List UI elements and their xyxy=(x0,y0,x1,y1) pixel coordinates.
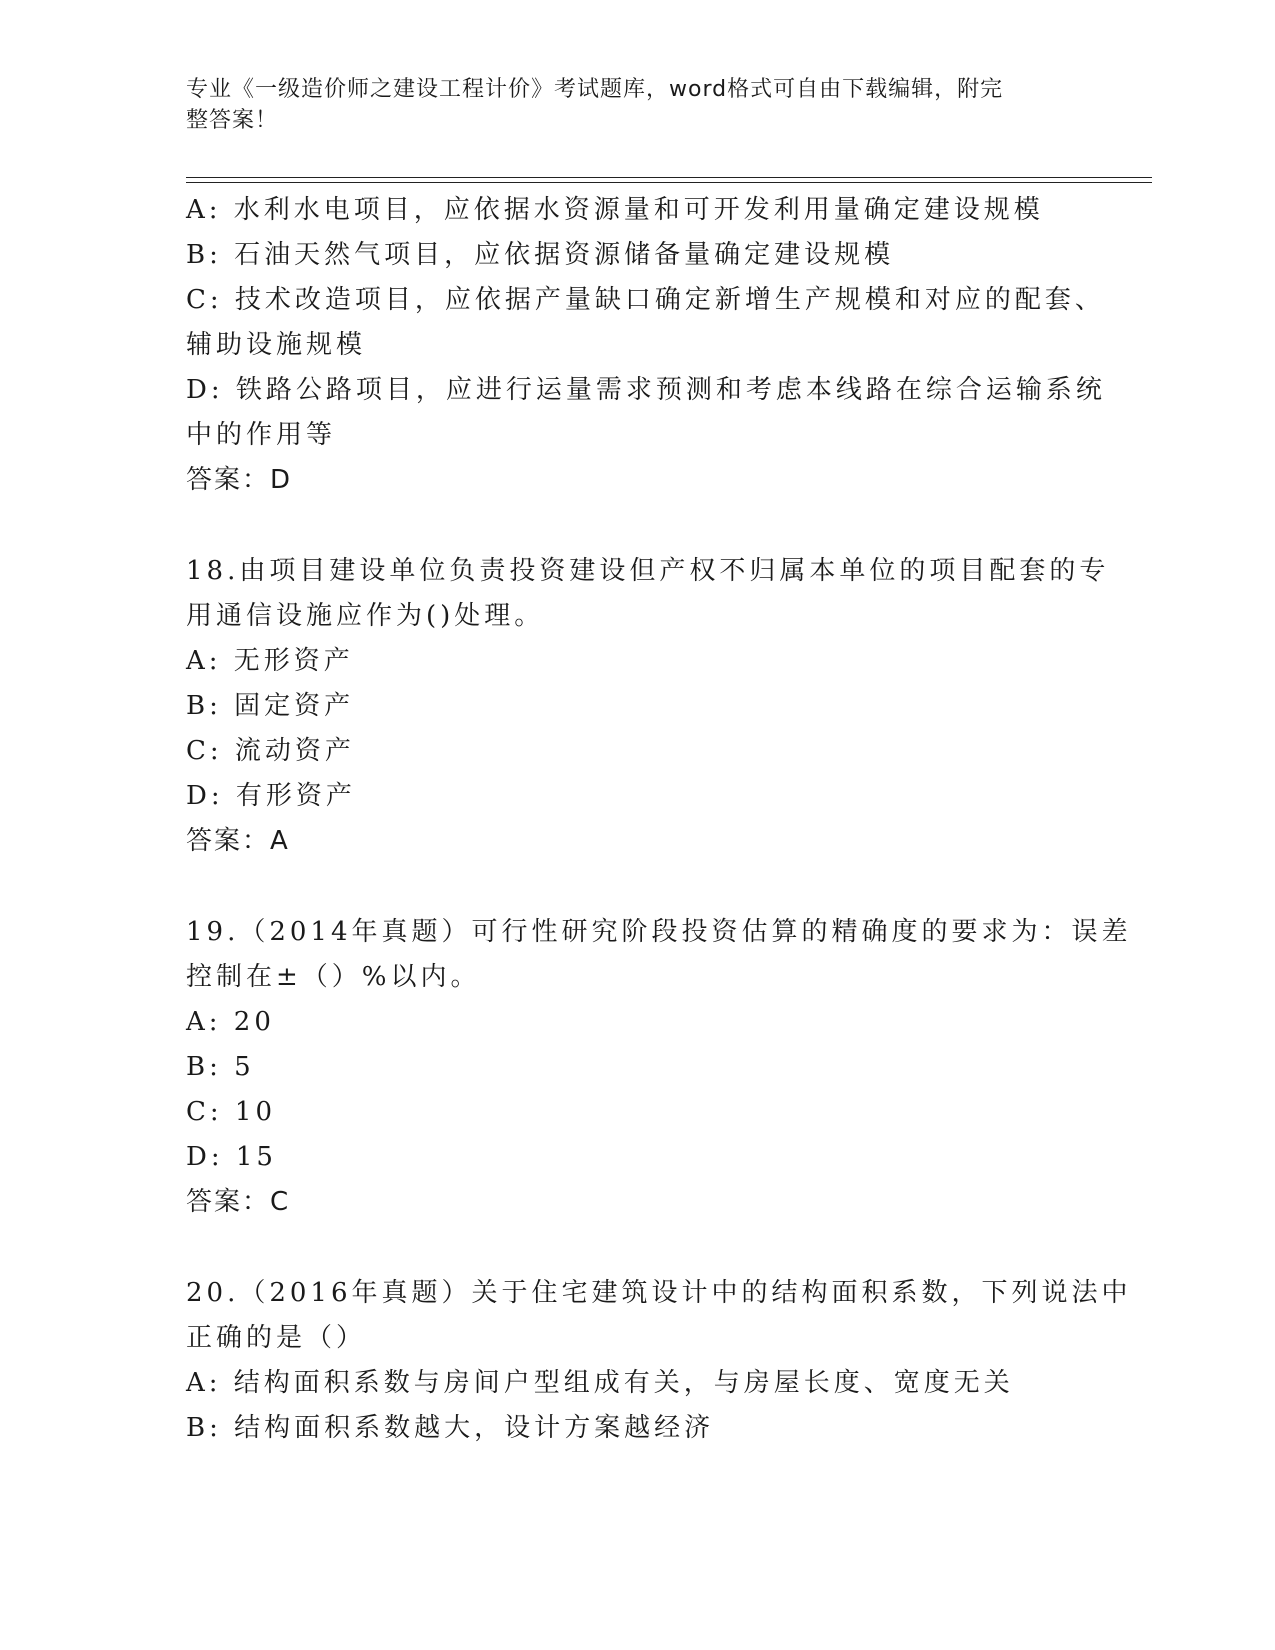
option-c: C: 10 xyxy=(186,1097,277,1127)
header-divider-top xyxy=(186,177,1152,178)
option-d: D: 有形资产 xyxy=(186,781,356,811)
option-d: D: 15 xyxy=(186,1142,277,1172)
option-b: B: 5 xyxy=(186,1052,255,1082)
option-c-continued: 辅助设施规模 xyxy=(186,330,367,360)
question-stem: 18.由项目建设单位负责投资建设但产权不归属本单位的项目配套的专 xyxy=(186,556,1110,586)
question-19 xyxy=(186,910,1132,1225)
question-stem: 20.（2016年真题）关于住宅建筑设计中的结构面积系数，下列说法中 xyxy=(186,1278,1132,1308)
option-d: D: 铁路公路项目，应进行运量需求预测和考虑本线路在综合运输系统 xyxy=(186,375,1106,405)
answer: 答案：D xyxy=(186,465,293,495)
option-a: A: 20 xyxy=(186,1007,275,1037)
option-d-continued: 中的作用等 xyxy=(186,420,337,450)
header-line-2: 整答案！ xyxy=(186,108,279,133)
question-list xyxy=(186,188,1132,1451)
option-b: B: 结构面积系数越大，设计方案越经济 xyxy=(186,1413,715,1443)
question-18 xyxy=(186,549,1110,864)
option-c: C: 流动资产 xyxy=(186,736,355,766)
option-b: B: 石油天然气项目，应依据资源储备量确定建设规模 xyxy=(186,240,895,270)
document-header xyxy=(186,74,1066,136)
option-c: C: 技术改造项目，应依据产量缺口确定新增生产规模和对应的配套、 xyxy=(186,285,1105,315)
question-17 xyxy=(186,188,1106,503)
option-a: A: 无形资产 xyxy=(186,646,354,676)
option-a: A: 结构面积系数与房间户型组成有关，与房屋长度、宽度无关 xyxy=(186,1368,1014,1398)
question-stem-continued: 控制在±（）%以内。 xyxy=(186,962,481,992)
option-a: A: 水利水电项目，应依据水资源量和可开发利用量确定建设规模 xyxy=(186,195,1044,225)
question-stem-continued: 正确的是（） xyxy=(186,1323,367,1353)
question-20 xyxy=(186,1271,1132,1451)
answer: 答案：C xyxy=(186,1187,291,1217)
header-divider-bottom xyxy=(186,182,1152,183)
question-stem: 19.（2014年真题）可行性研究阶段投资估算的精确度的要求为：误差 xyxy=(186,917,1132,947)
option-b: B: 固定资产 xyxy=(186,691,355,721)
header-line-1: 专业《一级造价师之建设工程计价》考试题库，word格式可自由下载编辑，附完 xyxy=(186,77,1004,102)
answer: 答案：A xyxy=(186,826,290,856)
question-stem-continued: 用通信设施应作为()处理。 xyxy=(186,601,545,631)
